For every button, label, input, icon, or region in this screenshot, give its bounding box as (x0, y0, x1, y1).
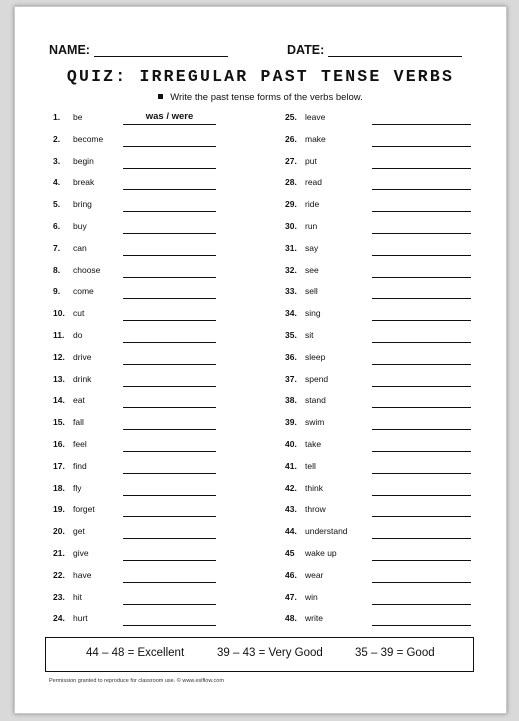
answer-line[interactable] (372, 503, 471, 517)
verb-item (285, 155, 515, 169)
item-number: 30. (285, 221, 297, 231)
score-excellent: 44 – 48 = Excellent (86, 647, 185, 659)
verb-item (53, 264, 283, 278)
verb-text: leave (305, 112, 326, 122)
item-number: 6. (53, 221, 61, 231)
verb-text: make (305, 133, 326, 144)
date-field[interactable] (328, 44, 462, 57)
item-number: 48. (285, 613, 297, 624)
verb-item (285, 198, 515, 212)
item-number: 36. (285, 351, 297, 362)
answer-line[interactable] (123, 198, 216, 212)
answer-line[interactable] (372, 329, 471, 343)
item-number: 29. (285, 199, 297, 210)
answer-line[interactable] (372, 547, 471, 561)
verb-item (53, 591, 283, 605)
item-number: 46. (285, 569, 297, 580)
item-number: 11. (53, 330, 65, 340)
bullet-icon (158, 94, 163, 99)
verb-text: break (73, 177, 95, 188)
verb-text: find (73, 460, 87, 471)
answer-line[interactable] (372, 569, 471, 583)
verb-item (53, 176, 283, 190)
item-number: 14. (53, 395, 65, 406)
verb-item (53, 547, 283, 561)
verb-text: swim (305, 417, 325, 428)
verb-item (285, 329, 515, 343)
quiz-title: QUIZ: IRREGULAR PAST TENSE VERBS (66, 67, 455, 86)
item-number: 13. (53, 373, 65, 384)
verb-item (53, 111, 283, 125)
name-field[interactable] (94, 44, 228, 57)
name-label: NAME: (49, 43, 90, 57)
verb-text: run (305, 221, 318, 231)
verb-item (53, 569, 283, 583)
verb-item (53, 198, 283, 212)
verb-text: ride (305, 199, 320, 210)
answer-line[interactable] (123, 569, 216, 583)
item-number: 33. (285, 286, 297, 297)
verb-text: drive (73, 351, 92, 362)
answer-line[interactable] (123, 155, 216, 169)
verb-text: win (305, 591, 318, 602)
item-number: 20. (53, 526, 65, 537)
verb-item (53, 394, 283, 408)
item-number: 35. (285, 330, 297, 340)
item-number: 17. (53, 460, 65, 471)
answer-line[interactable] (372, 242, 471, 256)
answer-line[interactable]: was / were (123, 111, 216, 125)
answer-line[interactable] (123, 329, 216, 343)
answer-line[interactable] (123, 612, 216, 626)
verb-item (53, 612, 283, 626)
item-number: 42. (285, 482, 297, 493)
answer-line[interactable] (123, 264, 216, 278)
item-number: 32. (285, 264, 297, 275)
verb-item (53, 503, 283, 517)
verb-item (53, 438, 283, 452)
verb-item (285, 438, 515, 452)
verb-text: put (305, 155, 317, 166)
answer-line[interactable] (372, 591, 471, 605)
answer-line[interactable] (372, 176, 471, 190)
verb-text: spend (305, 373, 329, 384)
answer-line[interactable] (372, 307, 471, 321)
answer-line[interactable] (123, 503, 216, 517)
answer-line[interactable] (123, 547, 216, 561)
item-number: 25. (285, 112, 297, 122)
item-number: 5. (53, 199, 61, 210)
verb-text: wear (305, 569, 324, 580)
item-number: 27. (285, 155, 297, 166)
verb-text: stand (305, 395, 326, 406)
verb-item (285, 133, 515, 147)
item-number: 45 (285, 548, 295, 558)
answer-line[interactable] (372, 460, 471, 474)
answer-line[interactable] (372, 111, 471, 125)
score-very-good: 39 – 43 = Very Good (217, 647, 323, 659)
verb-item (285, 394, 515, 408)
verb-item (53, 482, 283, 496)
verb-text: sing (305, 308, 321, 319)
verb-text: sell (305, 286, 318, 297)
verb-text: hit (73, 591, 82, 602)
verb-item (53, 285, 283, 299)
verb-text: drink (73, 373, 92, 384)
verb-text: buy (73, 221, 87, 231)
verb-text: hurt (73, 613, 88, 624)
verb-item (285, 264, 515, 278)
verb-item (53, 329, 283, 343)
date-line (287, 43, 462, 57)
verb-text: come (73, 286, 94, 297)
item-number: 26. (285, 133, 297, 144)
verb-text: fall (73, 417, 84, 428)
verb-text: throw (305, 504, 326, 515)
item-number: 41. (285, 460, 297, 471)
verb-text: write (305, 613, 323, 624)
verb-item (285, 351, 515, 365)
verb-text: think (305, 482, 323, 493)
verb-text: get (73, 526, 85, 537)
verb-item (285, 416, 515, 430)
item-number: 21. (53, 548, 65, 558)
verb-text: cut (73, 308, 85, 319)
verb-item (53, 351, 283, 365)
answer-line[interactable] (372, 351, 471, 365)
verb-text: be (73, 112, 83, 122)
verb-item (285, 111, 515, 125)
answer-line[interactable] (372, 612, 471, 626)
answer-line[interactable] (123, 460, 216, 474)
item-number: 43. (285, 504, 297, 515)
item-number: 3. (53, 155, 61, 166)
answer-line[interactable] (123, 416, 216, 430)
answer-line[interactable] (372, 133, 471, 147)
item-number: 4. (53, 177, 61, 188)
item-number: 24. (53, 613, 65, 624)
verb-text: begin (73, 155, 94, 166)
answer-line[interactable] (372, 155, 471, 169)
score-box (45, 637, 474, 672)
item-number: 2. (53, 133, 61, 144)
answer-line[interactable] (123, 133, 216, 147)
verb-item (285, 503, 515, 517)
verb-item (285, 591, 515, 605)
item-number: 38. (285, 395, 297, 406)
verb-item (53, 220, 283, 234)
verb-text: take (305, 439, 322, 449)
item-number: 34. (285, 308, 297, 319)
verb-text: sleep (305, 351, 326, 362)
answer-line[interactable] (123, 525, 216, 539)
verb-text: say (305, 242, 319, 253)
item-number: 15. (53, 417, 65, 428)
verb-item (285, 569, 515, 583)
item-number: 12. (53, 351, 65, 362)
answer-line[interactable] (372, 525, 471, 539)
verb-text: eat (73, 395, 85, 406)
answer-line[interactable] (372, 373, 471, 387)
verb-text: sit (305, 330, 314, 340)
answer-line[interactable] (123, 176, 216, 190)
verb-item (285, 460, 515, 474)
verb-text: can (73, 242, 87, 253)
verb-text: choose (73, 264, 101, 275)
verb-text: bring (73, 199, 92, 210)
verb-item (285, 220, 515, 234)
verb-item (53, 460, 283, 474)
verb-text: feel (73, 439, 87, 449)
verb-item (285, 482, 515, 496)
answer-line[interactable] (123, 373, 216, 387)
verb-item (53, 242, 283, 256)
verb-item (285, 612, 515, 626)
item-number: 19. (53, 504, 65, 515)
verb-item (285, 242, 515, 256)
verb-text: read (305, 177, 323, 188)
item-number: 7. (53, 242, 61, 253)
verb-item (53, 155, 283, 169)
answer-line[interactable] (123, 394, 216, 408)
date-label: DATE: (287, 43, 325, 57)
answer-line[interactable] (372, 394, 471, 408)
verb-item (53, 416, 283, 430)
verb-text: tell (305, 460, 316, 471)
answer-line[interactable] (372, 264, 471, 278)
verb-item (285, 285, 515, 299)
verb-item (53, 525, 283, 539)
answer-line[interactable] (372, 438, 471, 452)
verb-item (285, 307, 515, 321)
answer-line[interactable] (372, 198, 471, 212)
answer-line[interactable] (372, 220, 471, 234)
verb-item (285, 525, 515, 539)
footer-note: Permission granted to reproduce for classroom use. © www.eslflow.com (49, 678, 224, 684)
verb-text: understand (305, 526, 348, 537)
item-number: 44. (285, 526, 297, 537)
verb-text: do (73, 330, 83, 340)
verb-item (285, 176, 515, 190)
answer-line[interactable] (123, 285, 216, 299)
answer-line[interactable] (123, 307, 216, 321)
verb-item (285, 373, 515, 387)
answer-line[interactable] (123, 351, 216, 365)
item-number: 31. (285, 242, 297, 253)
item-number: 16. (53, 439, 65, 449)
item-number: 23. (53, 591, 65, 602)
verb-item (53, 133, 283, 147)
answer-line[interactable] (372, 482, 471, 496)
answer-line[interactable] (372, 285, 471, 299)
verb-item (285, 547, 515, 561)
answer-line[interactable] (123, 482, 216, 496)
item-number: 8. (53, 264, 61, 275)
verb-text: fly (73, 482, 82, 493)
answer-line[interactable] (372, 416, 471, 430)
verb-text: have (73, 569, 92, 580)
verb-text: become (73, 133, 104, 144)
verb-text: see (305, 264, 319, 275)
instructions-text: Write the past tense forms of the verbs below. (170, 92, 363, 103)
instructions (15, 92, 506, 103)
answer-line[interactable] (123, 242, 216, 256)
item-number: 10. (53, 308, 65, 319)
item-number: 28. (285, 177, 297, 188)
score-good: 35 – 39 = Good (355, 647, 435, 659)
answer-line[interactable] (123, 591, 216, 605)
item-number: 37. (285, 373, 297, 384)
worksheet-page (14, 6, 507, 714)
verb-text: give (73, 548, 89, 558)
verb-item (53, 307, 283, 321)
answer-line[interactable] (123, 438, 216, 452)
item-number: 9. (53, 286, 61, 297)
verb-item (53, 373, 283, 387)
name-line (49, 43, 228, 57)
item-number: 22. (53, 569, 65, 580)
item-number: 39. (285, 417, 297, 428)
verb-text: wake up (305, 548, 337, 558)
item-number: 1. (53, 112, 61, 122)
item-number: 47. (285, 591, 297, 602)
verb-text: forget (73, 504, 95, 515)
answer-line[interactable] (123, 220, 216, 234)
item-number: 40. (285, 439, 297, 449)
item-number: 18. (53, 482, 65, 493)
